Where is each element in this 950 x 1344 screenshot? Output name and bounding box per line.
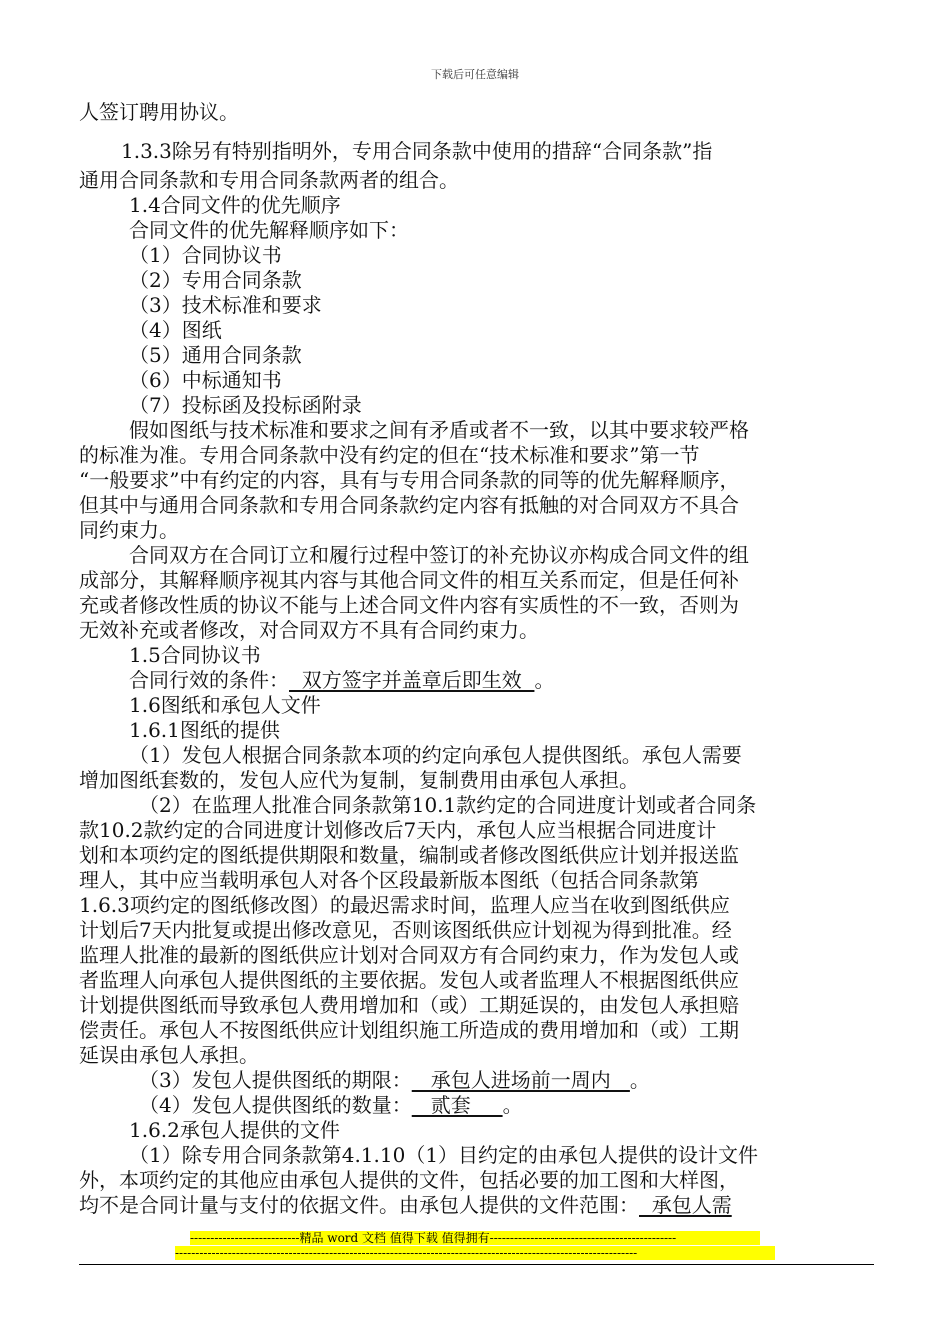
list-item: （5）通用合同条款 <box>129 343 302 367</box>
paragraph-line: 合同文件的优先解释顺序如下： <box>129 218 409 242</box>
paragraph-line: 者监理人向承包人提供图纸的主要依据。发包人或者监理人不根据图纸供应 <box>79 968 739 992</box>
paragraph-line: （1）除专用合同条款第4.1.10（1）目约定的由承包人提供的设计文件 <box>129 1143 759 1167</box>
paragraph-line: 划和本项约定的图纸提供期限和数量，编制或者修改图纸供应计划并报送监 <box>79 843 739 867</box>
page-header: 下载后可任意编辑 <box>431 68 519 81</box>
paragraph-line: 充或者修改性质的协议不能与上述合同文件内容有实质性的不一致，否则为 <box>79 593 739 617</box>
section-heading-1-6-1: 1.6.1图纸的提供 <box>129 718 280 742</box>
section-heading-1-6-2: 1.6.2承包人提供的文件 <box>129 1118 340 1142</box>
effective-condition-line <box>79 668 874 693</box>
drawing-quantity-label: （4）发包人提供图纸的数量： <box>139 1093 412 1117</box>
paragraph-line: 的标准为准。专用合同条款中没有约定的但在“技术标准和要求”第一节 <box>79 443 700 467</box>
paragraph-line: 假如图纸与技术标准和要求之间有矛盾或者不一致，以其中要求较严格 <box>129 418 749 442</box>
paragraph-line: 偿责任。承包人不按图纸供应计划组织施工所造成的费用增加和（或）工期 <box>79 1018 739 1042</box>
drawing-quantity-value: 贰套 <box>411 1093 503 1117</box>
section-heading-1-6: 1.6图纸和承包人文件 <box>129 693 321 717</box>
punctuation: 。 <box>629 1068 650 1092</box>
footer-rule <box>79 1264 874 1265</box>
paragraph-line: 理人，其中应当载明承包人对各个区段最新版本图纸（包括合同条款第 <box>79 868 699 892</box>
paragraph-line: “一般要求”中有约定的内容，具有与专用合同条款的同等的优先解释顺序， <box>79 468 740 492</box>
paragraph-line: 计划提供图纸而导致承包人费用增加和（或）工期延误的，由发包人承担赔 <box>79 993 739 1017</box>
section-heading-1-4: 1.4合同文件的优先顺序 <box>129 193 341 217</box>
drawing-deadline-line <box>79 1068 874 1093</box>
paragraph-line: 通用合同条款和专用合同条款两者的组合。 <box>79 168 459 192</box>
effective-condition-value: 双方签字并盖章后即生效 <box>289 668 535 692</box>
paragraph-line: 1.6.3项约定的图纸修改图）的最迟需求时间，监理人应当在收到图纸供应 <box>79 893 730 917</box>
punctuation: 。 <box>534 668 555 692</box>
document-scope-label: 均不是合同计量与支付的依据文件。由承包人提供的文件范围： <box>79 1193 639 1217</box>
list-item: （2）专用合同条款 <box>129 268 302 292</box>
paragraph-line: 计划后7天内批复或提出修改意见，否则该图纸供应计划视为得到批准。经 <box>79 918 732 942</box>
paragraph-line: 监理人批准的最新的图纸供应计划对合同双方有合同约束力，作为发包人或 <box>79 943 739 967</box>
paragraph-line: 成部分，其解释顺序视其内容与其他合同文件的相互关系而定，但是任何补 <box>79 568 739 592</box>
list-item: （3）技术标准和要求 <box>129 293 322 317</box>
paragraph-line: 但其中与通用合同条款和专用合同条款约定内容有抵触的对合同双方不具合 <box>79 493 739 517</box>
document-scope-value: 承包人需 <box>639 1193 732 1217</box>
paragraph-line <box>79 1193 874 1218</box>
punctuation: 。 <box>502 1093 523 1117</box>
paragraph-line: 延误由承包人承担。 <box>79 1043 259 1067</box>
paragraph-line: 合同双方在合同订立和履行过程中签订的补充协议亦构成合同文件的组 <box>129 543 749 567</box>
effective-condition-label: 合同行效的条件： <box>129 668 289 692</box>
document-body <box>79 100 874 1218</box>
paragraph-line: 人签订聘用协议。 <box>79 100 239 124</box>
footer-banner-line: ---------------------------精品 word 文档 值得下载 值得拥有---------------------------------------------- <box>190 1231 760 1245</box>
paragraph-line: 款10.2款约定的合同进度计划修改后7天内，承包人应当根据合同进度计 <box>79 818 717 842</box>
list-item: （7）投标函及投标函附录 <box>129 393 362 417</box>
paragraph-line: 无效补充或者修改，对合同双方不具有合同约束力。 <box>79 618 539 642</box>
footer-dash-line: ------------------------------------------------------------------------------------------------------------------ <box>175 1246 775 1260</box>
paragraph-line: （1）发包人根据合同条款本项的约定向承包人提供图纸。承包人需要 <box>129 743 742 767</box>
list-item: （1）合同协议书 <box>129 243 282 267</box>
paragraph-line: 增加图纸套数的，发包人应代为复制，复制费用由承包人承担。 <box>79 768 639 792</box>
drawing-quantity-line <box>79 1093 874 1118</box>
drawing-deadline-label: （3）发包人提供图纸的期限： <box>139 1068 412 1092</box>
list-item: （4）图纸 <box>129 318 222 342</box>
list-item: （6）中标通知书 <box>129 368 282 392</box>
paragraph-line: （2）在监理人批准合同条款第10.1款约定的合同进度计划或者合同条 <box>139 793 757 817</box>
paragraph-line: 同约束力。 <box>79 518 179 542</box>
drawing-deadline-value: 承包人进场前一周内 <box>411 1068 630 1092</box>
section-heading-1-5: 1.5合同协议书 <box>129 643 261 667</box>
clause-1-3-3: 1.3.3除另有特别指明外，专用合同条款中使用的措辞“合同条款”指 <box>121 139 713 163</box>
paragraph-line: 外，本项约定的其他应由承包人提供的文件，包括必要的加工图和大样图， <box>79 1168 739 1192</box>
